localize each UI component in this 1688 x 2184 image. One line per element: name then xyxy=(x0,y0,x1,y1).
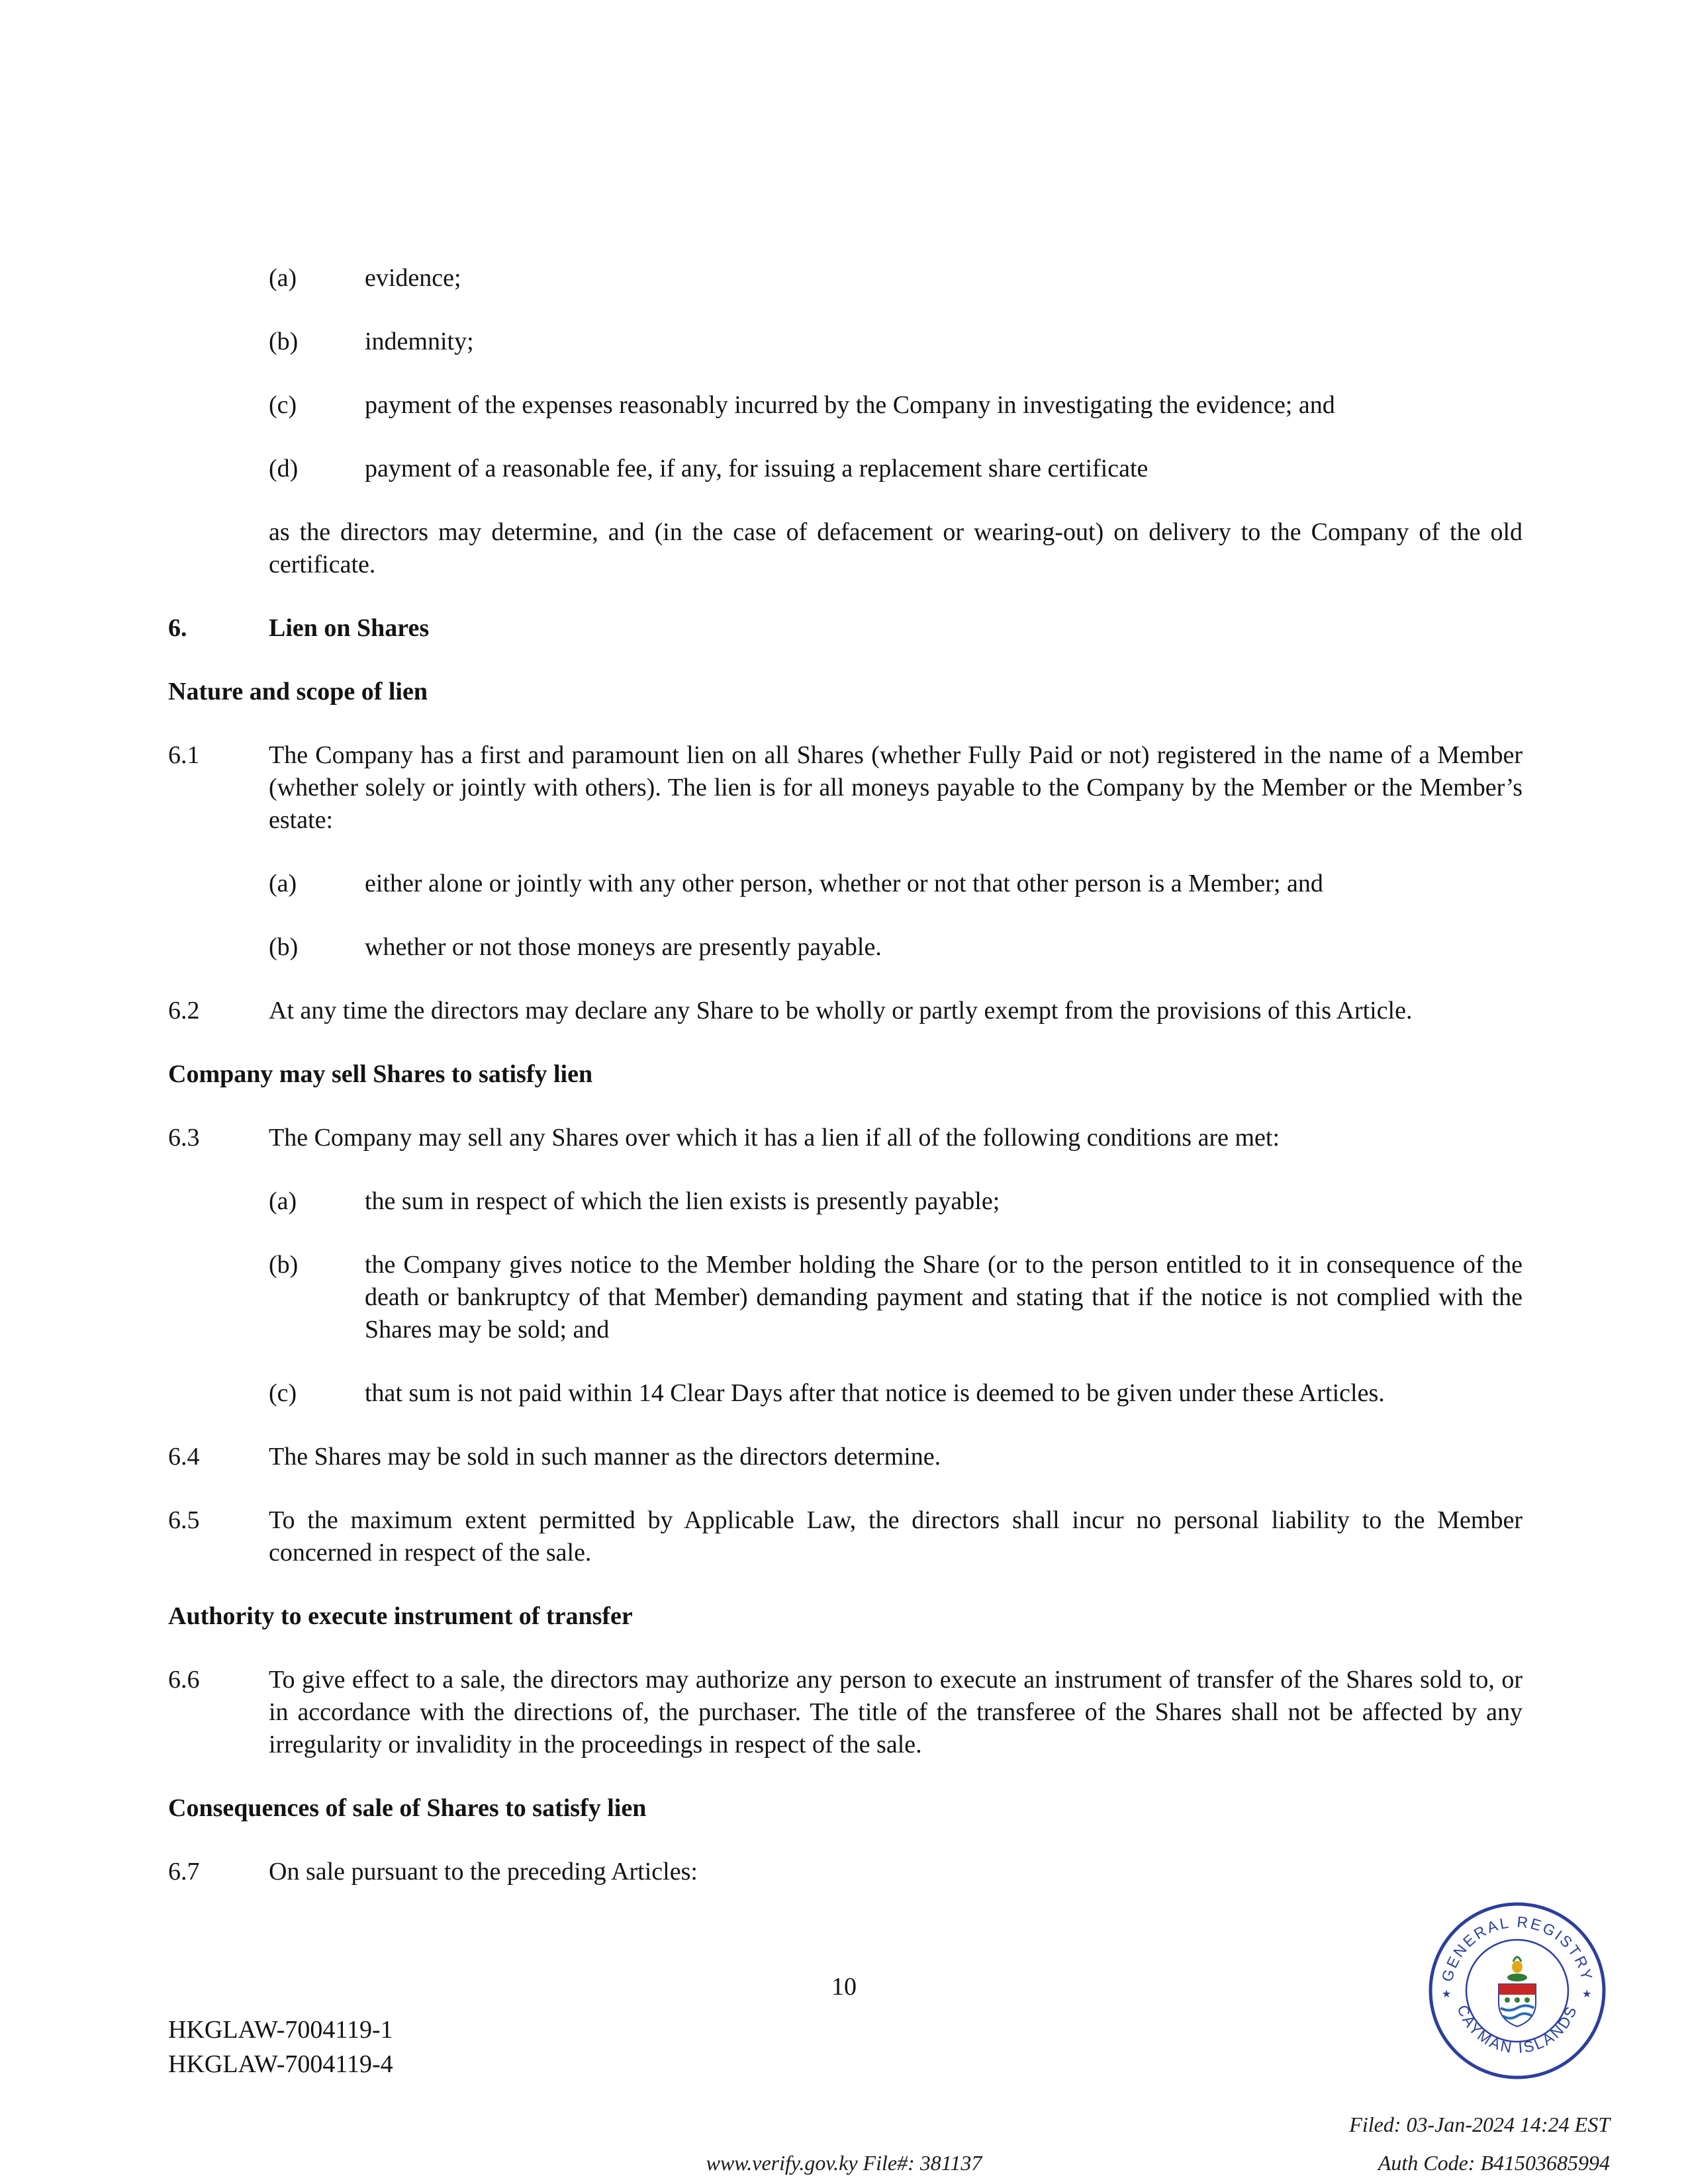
list-item-label: (c) xyxy=(269,1379,297,1407)
list-item-label: (a) xyxy=(269,264,297,292)
list-item-label: (a) xyxy=(269,870,297,897)
section-number: 6. xyxy=(168,614,187,642)
clause-6-2 xyxy=(168,995,1523,1027)
clause-number: 6.3 xyxy=(168,1124,200,1152)
list-item-label: (d) xyxy=(269,455,299,482)
list-item-label: (b) xyxy=(269,933,299,961)
clause-number: 6.4 xyxy=(168,1443,200,1471)
doc-reference-1: HKGLAW-7004119-1 xyxy=(168,2016,393,2044)
list-item-text: the sum in respect of which the lien exists is presently payable; xyxy=(365,1187,1000,1215)
clause-6-1-item-a xyxy=(269,868,1523,900)
section-title: Lien on Shares xyxy=(269,614,430,642)
clause-text: The Company may sell any Shares over which it has a lien if all of the following conditions are met: xyxy=(269,1124,1280,1152)
clause-6-3-item-b xyxy=(269,1249,1523,1346)
filed-stamp: Filed: 03-Jan-2024 14:24 EST xyxy=(1349,2113,1610,2136)
page-number: 10 xyxy=(831,1973,857,2001)
list-item-b xyxy=(269,326,1523,358)
clause-6-4 xyxy=(168,1441,1523,1473)
clause-text: To give effect to a sale, the directors may authorize any person to execute an instrument of transfer of the Shares sold to, or in accordance with the directions of, the purchaser. The title of the transferee of the Shares shall not be affected by any irregularity or invalidity in the proceedings in respect of the sale. xyxy=(269,1666,1523,1758)
list-item-text: the Company gives notice to the Member holding the Share (or to the person entitled to it in consequence of the death or bankruptcy of that Member) demanding payment and stating that if the notice is not complied with the Shares may be sold; and xyxy=(365,1251,1523,1343)
list-item-c xyxy=(269,389,1523,422)
clause-6-1 xyxy=(168,739,1523,837)
clause-6-7 xyxy=(168,1856,1523,1888)
clause-text: The Shares may be sold in such manner as the directors determine. xyxy=(269,1443,941,1471)
document-body xyxy=(168,262,1523,1919)
clause-number: 6.1 xyxy=(168,741,200,769)
list-item-text: payment of the expenses reasonably incurred by the Company in investigating the evidence; and xyxy=(365,391,1335,419)
clause-6-3-item-c xyxy=(269,1377,1523,1410)
clause-text: To the maximum extent permitted by Applicable Law, the directors shall incur no personal liability to the Member concerned in respect of the sale. xyxy=(269,1506,1523,1567)
seal-text-top-path: GENERAL REGISTRY xyxy=(1438,1913,1597,1983)
clause-6-1-item-b xyxy=(269,931,1523,964)
list-item-label: (b) xyxy=(269,1251,299,1279)
subheading-consequences: Consequences of sale of Shares to satisfy lien xyxy=(168,1794,647,1822)
clause-text: The Company has a first and paramount lien on all Shares (whether Fully Paid or not) registered in the name of a Member (whether solely or jointly with others). The lien is for all moneys payable to the Company by the Member or the Member’s estate: xyxy=(269,741,1523,834)
clause-number: 6.5 xyxy=(168,1506,200,1534)
seal-star-left-icon: ★ xyxy=(1442,1989,1452,2000)
list-item-text: whether or not those moneys are presently payable. xyxy=(365,933,882,961)
seal-text-bottom-path: CAYMAN ISLANDS xyxy=(1454,2002,1581,2057)
clause-number: 6.6 xyxy=(168,1666,200,1694)
list-item-text: either alone or jointly with any other person, whether or not that other person is a Member; and xyxy=(365,870,1323,897)
list-item-text: indemnity; xyxy=(365,328,474,355)
seal-star-right-icon: ★ xyxy=(1582,1989,1592,2000)
clause-6-5 xyxy=(168,1504,1523,1569)
subheading-company-may-sell: Company may sell Shares to satisfy lien xyxy=(168,1060,593,1088)
clause-number: 6.2 xyxy=(168,997,200,1024)
list-item-a xyxy=(269,262,1523,295)
clause-6-3-item-a xyxy=(269,1185,1523,1218)
doc-reference-2: HKGLAW-7004119-4 xyxy=(168,2050,393,2078)
list-item-text: that sum is not paid within 14 Clear Days after that notice is deemed to be given under these Articles. xyxy=(365,1379,1385,1407)
list-item-label: (b) xyxy=(269,328,299,355)
list-item-d xyxy=(269,453,1523,485)
clause-text: On sale pursuant to the preceding Articles: xyxy=(269,1858,698,1886)
list-item-text: payment of a reasonable fee, if any, for issuing a replacement share certificate xyxy=(365,455,1149,482)
clause-number: 6.7 xyxy=(168,1858,200,1886)
section-6-heading xyxy=(168,612,1523,645)
subheading-nature-and-scope: Nature and scope of lien xyxy=(168,678,428,705)
list-item-text: evidence; xyxy=(365,264,461,292)
auth-code-stamp: Auth Code: B41503685994 xyxy=(1378,2151,1610,2175)
cayman-islands-registry-seal xyxy=(1427,1901,1607,2081)
clause-6-6 xyxy=(168,1664,1523,1761)
clause-6-3 xyxy=(168,1122,1523,1154)
list-item-label: (c) xyxy=(269,391,297,419)
clause-text: At any time the directors may declare any Share to be wholly or partly exempt from the provisions of this Article. xyxy=(269,997,1413,1024)
verify-stamp: www.verify.gov.ky File#: 381137 xyxy=(706,2151,982,2175)
subheading-authority-transfer: Authority to execute instrument of transfer xyxy=(168,1602,633,1630)
continuation-paragraph: as the directors may determine, and (in the case of defacement or wearing-out) on delivery to the Company of the old certificate. xyxy=(269,518,1523,578)
list-item-label: (a) xyxy=(269,1187,297,1215)
